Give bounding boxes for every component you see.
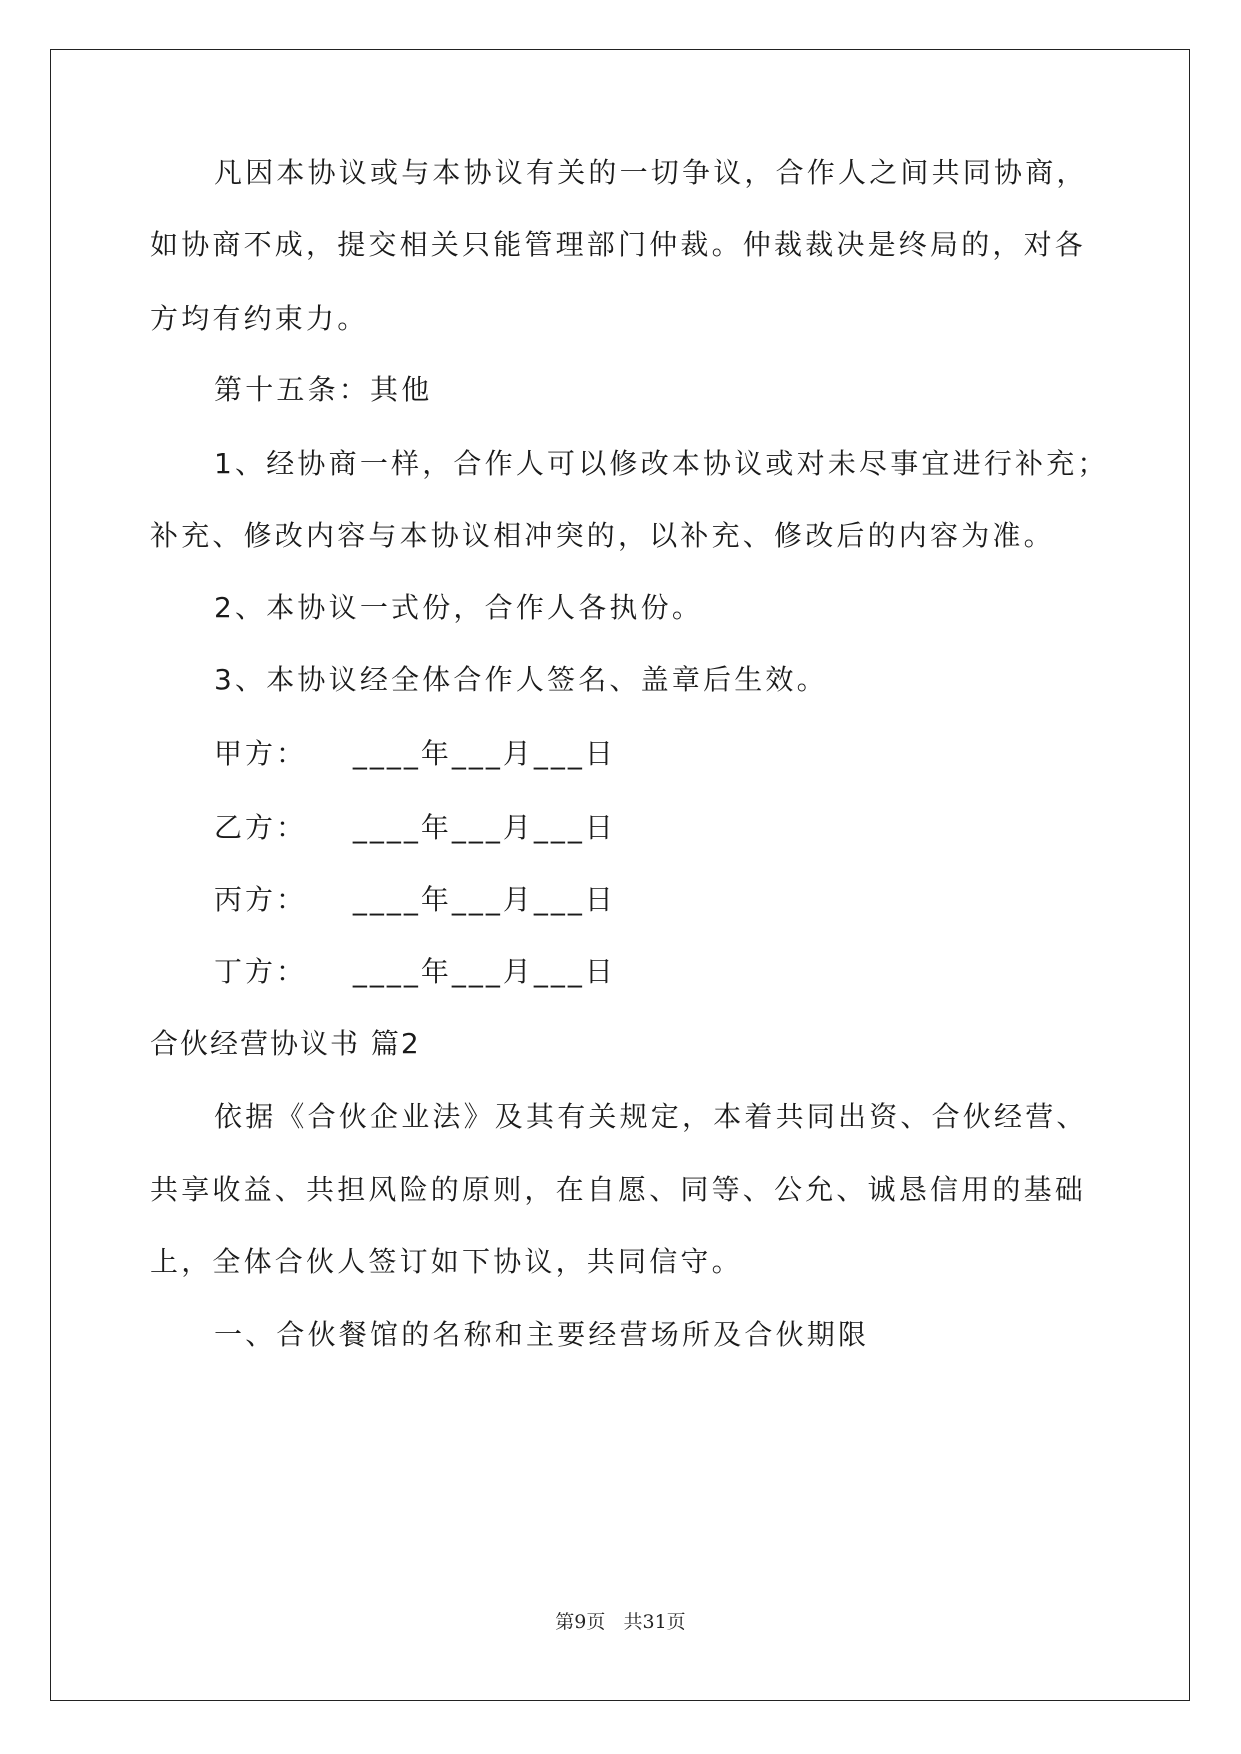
date-blank: ____年___月___日 — [352, 811, 616, 844]
signature-row — [214, 955, 616, 989]
party-label: 甲方： — [214, 737, 308, 770]
date-blank: ____年___月___日 — [352, 883, 616, 916]
section-title: 合伙经营协议书 篇2 — [150, 1027, 421, 1060]
list-item: 3、本协议经全体合作人签名、盖章后生效。 — [214, 663, 828, 696]
signature-row — [214, 811, 616, 845]
paragraph-line: 方均有约束力。 — [150, 302, 369, 335]
list-item: 1、经协商一样，合作人可以修改本协议或对未尽事宜进行补充； — [214, 447, 1109, 480]
signature-row — [214, 737, 616, 771]
party-label: 丁方： — [214, 955, 308, 988]
page-footer — [0, 1607, 1241, 1634]
page-border — [50, 49, 1190, 1701]
date-blank: ____年___月___日 — [352, 955, 616, 988]
date-blank: ____年___月___日 — [352, 737, 616, 770]
article-heading: 第十五条：其他 — [214, 373, 433, 406]
signature-row — [214, 883, 616, 917]
paragraph-line: 依据《合伙企业法》及其有关规定，本着共同出资、合伙经营、 — [214, 1100, 1088, 1133]
paragraph-line: 凡因本协议或与本协议有关的一切争议，合作人之间共同协商， — [214, 156, 1088, 189]
clause-heading: 一、合伙餐馆的名称和主要经营场所及合伙期限 — [214, 1318, 870, 1351]
paragraph-line: 补充、修改内容与本协议相冲突的，以补充、修改后的内容为准。 — [150, 519, 1055, 552]
paragraph-line: 共享收益、共担风险的原则，在自愿、同等、公允、诚恳信用的基础 — [150, 1173, 1087, 1206]
list-item: 2、本协议一式份，合作人各执份。 — [214, 591, 704, 624]
paragraph-line: 上，全体合伙人签订如下协议，共同信守。 — [150, 1245, 743, 1278]
party-label: 乙方： — [214, 811, 308, 844]
page-number: 第9页 共31页 — [555, 1611, 686, 1633]
party-label: 丙方： — [214, 883, 308, 916]
paragraph-line: 如协商不成，提交相关只能管理部门仲裁。仲裁裁决是终局的，对各 — [150, 228, 1087, 261]
